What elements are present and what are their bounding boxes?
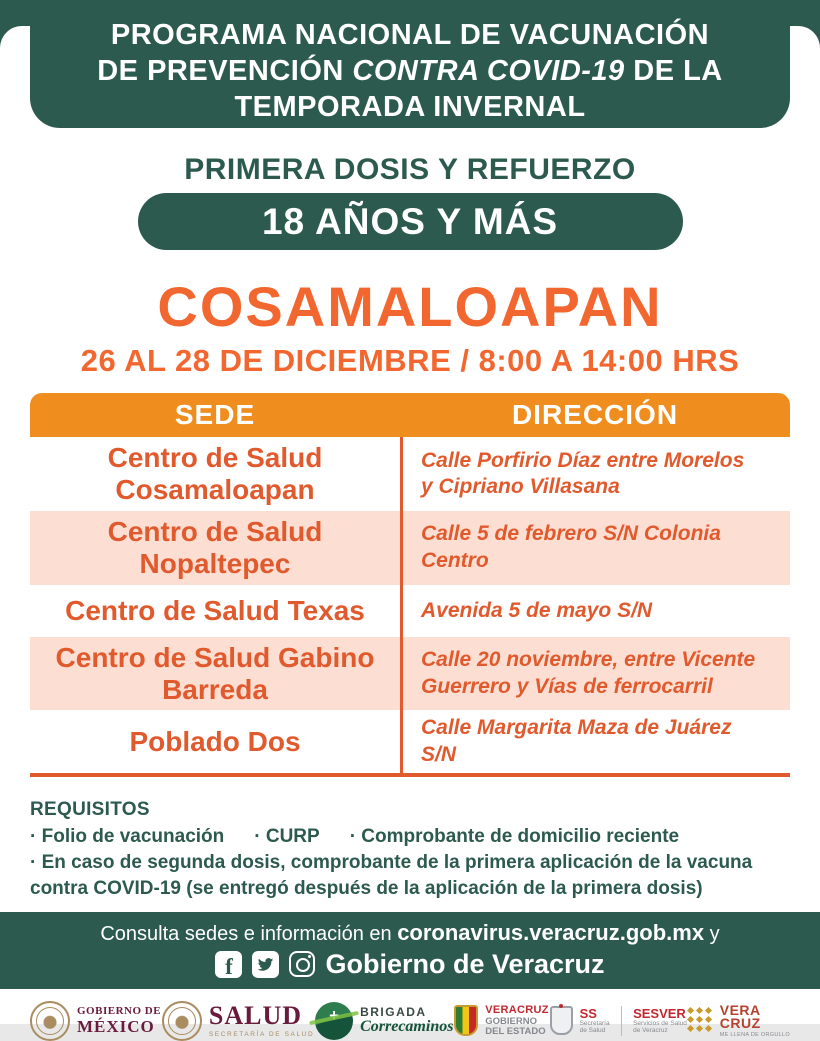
gobmx-line1: GOBIERNO DE [77,1005,162,1018]
dose-kicker: PRIMERA DOSIS Y REFUERZO [184,153,636,186]
vergob-line1: VERACRUZ [485,1004,549,1017]
sede-cell: Centro de Salud Nopaltepec [107,515,323,579]
footer-info-line [0,920,820,946]
header-line2-post: DE LA [624,55,723,87]
footer-url[interactable]: coronavirus.veracruz.gob.mx [397,919,705,945]
header-line2 [30,53,790,89]
gobmx-line2: MÉXICO [77,1016,155,1036]
city-title: COSAMALOAPAN [157,275,663,338]
sede-cell: Centro de Salud Cosamaloapan [107,442,323,505]
table-header [30,393,790,437]
logo-veracruz-gobierno [454,1005,549,1036]
direccion-cell: Calle Margarita Maza de Juárez S/N [400,710,790,773]
sede-cell: Poblado Dos [129,725,301,757]
requirements-title: REQUISITOS [30,798,150,820]
twitter-icon[interactable] [252,951,279,978]
logo-salud [162,1001,314,1041]
footer-post: y [704,922,720,945]
table-row [30,437,790,511]
vergob-line3: DEL ESTADO [485,1025,546,1037]
table-row [30,511,790,585]
logo-veracruz-orgullo [688,1001,790,1039]
sesver-sub2: de Veracruz [633,1026,668,1034]
requirement-item: · Folio de vacunación [30,825,225,847]
roadrunner-icon [315,1002,353,1040]
requirement-item: · CURP [254,825,320,847]
mexico-eagle-seal-icon [30,1001,70,1041]
logo-gobierno-mexico [30,1001,161,1041]
salud-eagle-seal-icon [162,1001,202,1041]
venues-table [30,393,790,777]
requirements-paragraph: · En caso de segunda dosis, comprobante de la primera aplicación de la vacuna contra COVID-19 (se entregó después de la aplicación de la primera dosis) [30,851,753,899]
header-title-box [30,0,790,128]
direccion-cell: Avenida 5 de mayo S/N [400,585,790,637]
table-body [30,437,790,773]
logo-divider [621,1006,623,1036]
ss-abbr: SS [579,1006,597,1022]
facebook-icon[interactable]: f [215,951,242,978]
gold-pattern-icon [688,1008,713,1033]
salud-title: SALUD [208,1001,302,1031]
table-row [30,710,790,773]
brigada-line2: Correcaminos [360,1017,454,1035]
instagram-icon[interactable] [289,951,315,977]
veracruz-coat-of-arms-icon [454,1005,478,1036]
column-header-sede: SEDE [174,399,256,430]
column-header-direccion: DIRECCIÓN [511,399,679,430]
ss-sub1: Secretaría [579,1019,610,1027]
verorgullo-tagline: ME LLENA DE ORGULLO [719,1032,790,1039]
logo-ss-sesver [550,1006,687,1036]
header-line2-em: CONTRA COVID-19 [352,55,625,87]
table-row [30,585,790,637]
health-shield-icon [550,1006,573,1035]
header-line3: TEMPORADA INVERNAL [234,91,586,123]
logo-brigada-correcaminos [315,1002,453,1040]
ss-sub2: de Salud [579,1026,606,1034]
sede-cell: Centro de Salud Gabino Barreda [55,641,375,705]
footer-pre: Consulta sedes e información en [100,922,398,945]
brigada-line1: BRIGADA [360,1005,427,1020]
footer-social-line [0,949,820,980]
header [0,0,820,128]
direccion-cell: Calle 20 noviembre, entre Vicente Guerrero y Vías de ferrocarril [400,637,790,711]
requirements-inline [30,826,790,848]
logo-strip [30,1001,790,1041]
event-schedule: 26 AL 28 DE DICIEMBRE / 8:00 A 14:00 HRS [80,343,740,378]
direccion-cell: Calle Porfirio Díaz entre Morelos y Cipriano Villasana [400,437,790,511]
direccion-cell: Calle 5 de febrero S/N Colonia Centro [400,511,790,585]
sesver-sub1: Servicios de Salud [633,1019,687,1027]
footer-account-name: Gobierno de Veracruz [325,948,605,979]
vergob-line2: GOBIERNO [485,1015,537,1027]
table-row [30,637,790,711]
header-line2-pre: DE PREVENCIÓN [97,55,353,87]
verorgullo-line1: VERA [719,1001,761,1018]
salud-subtitle: SECRETARÍA DE SALUD [208,1031,315,1039]
requirements-section [30,799,790,902]
requirement-item: · Comprobante de domicilio reciente [349,825,680,847]
header-line1: PROGRAMA NACIONAL DE VACUNACIÓN [110,19,710,51]
sesver-abbr: SESVER [633,1006,686,1022]
age-pill: 18 AÑOS Y MÁS [138,193,683,250]
sede-cell: Centro de Salud Texas [65,594,365,626]
verorgullo-line2: CRUZ [719,1014,761,1031]
footer-bar [0,912,820,989]
